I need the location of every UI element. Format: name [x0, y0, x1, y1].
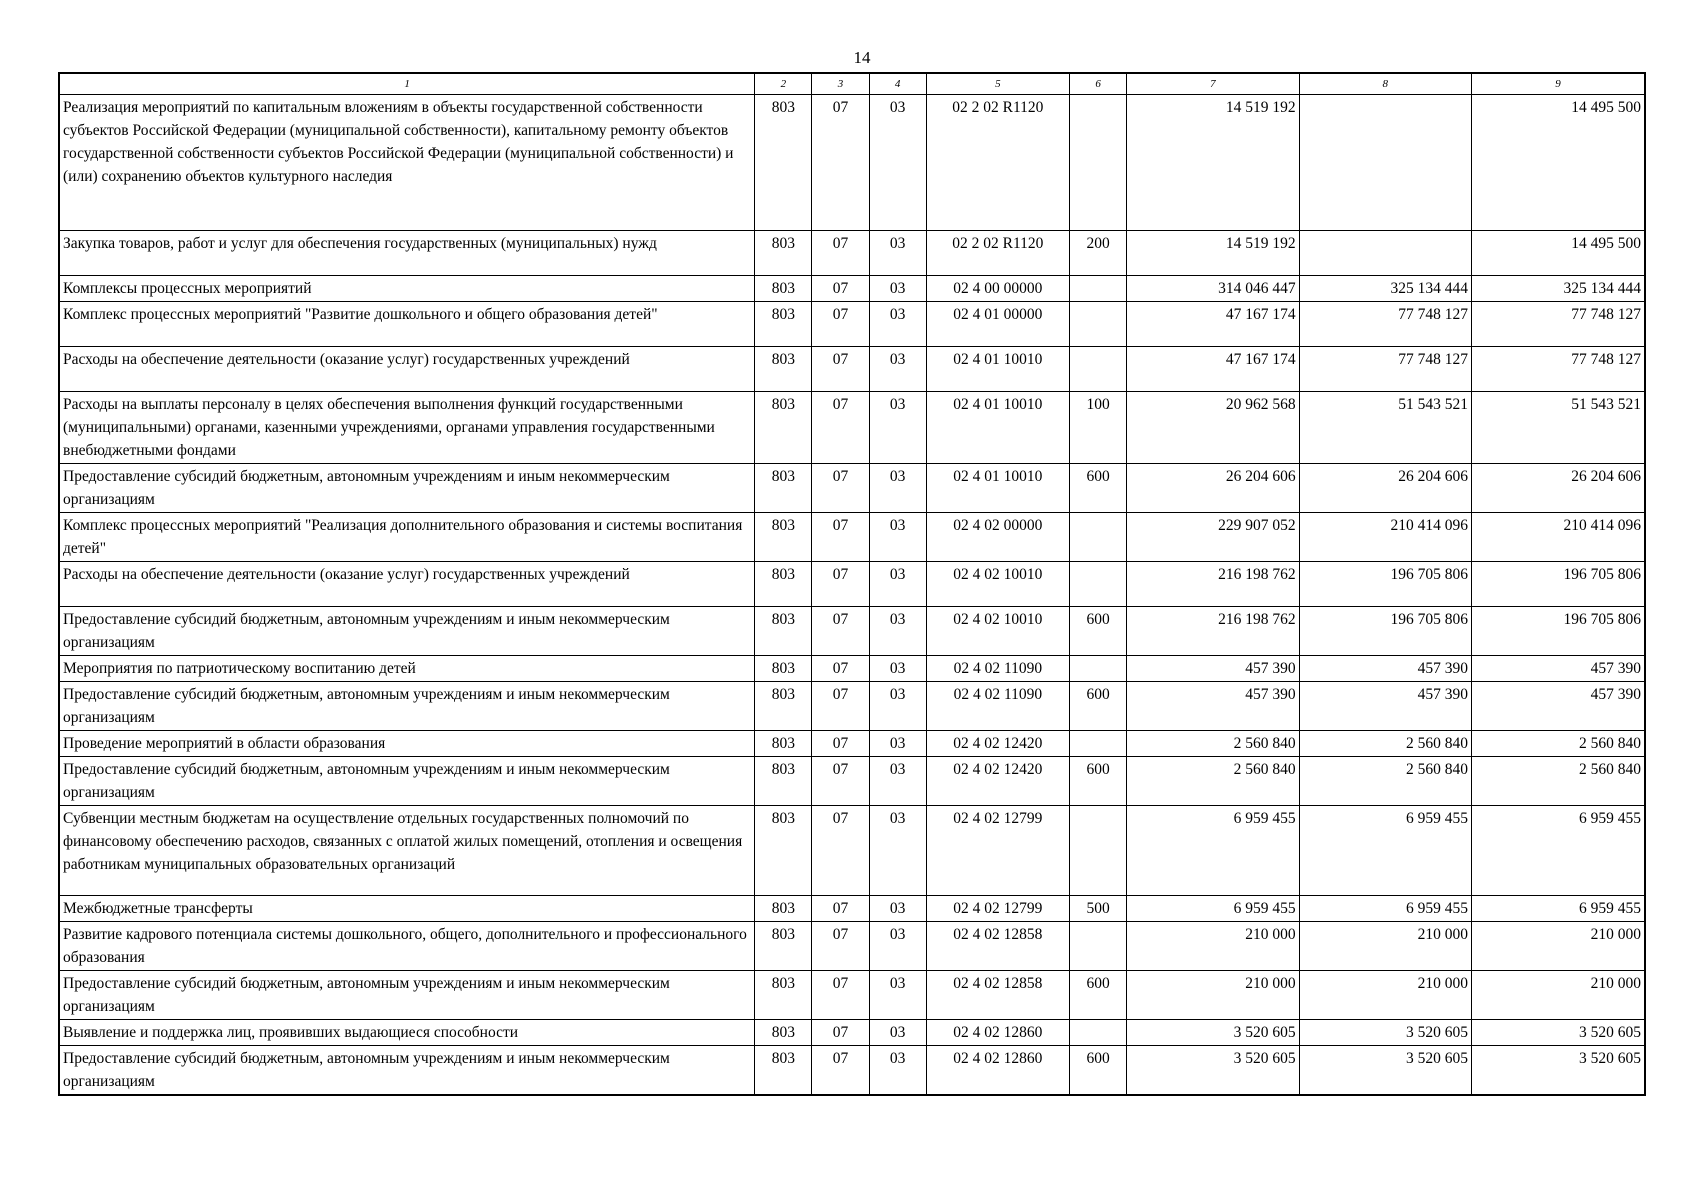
cell-col5: 02 4 02 12860: [926, 1020, 1069, 1046]
cell-col3: 07: [812, 896, 869, 922]
row-name: Предоставление субсидий бюджетным, автономным учреждениям и иным некоммерческим организациям: [59, 971, 755, 1020]
cell-col4: 03: [869, 731, 926, 757]
cell-col7: 229 907 052: [1127, 513, 1299, 562]
column-header: 3: [812, 73, 869, 95]
column-header: 4: [869, 73, 926, 95]
cell-col6: [1070, 347, 1127, 392]
cell-col8: 77 748 127: [1299, 302, 1471, 347]
cell-col8: 457 390: [1299, 656, 1471, 682]
row-name: Предоставление субсидий бюджетным, автономным учреждениям и иным некоммерческим организациям: [59, 682, 755, 731]
cell-col2: 803: [755, 806, 812, 896]
cell-col8: 26 204 606: [1299, 464, 1471, 513]
cell-col5: 02 4 02 10010: [926, 562, 1069, 607]
cell-col6: [1070, 562, 1127, 607]
cell-col2: 803: [755, 971, 812, 1020]
cell-col3: 07: [812, 971, 869, 1020]
cell-col5: 02 4 02 12799: [926, 806, 1069, 896]
cell-col9: 26 204 606: [1472, 464, 1645, 513]
cell-col3: 07: [812, 757, 869, 806]
cell-col7: 2 560 840: [1127, 731, 1299, 757]
table-row: [59, 896, 1645, 922]
table-row: [59, 731, 1645, 757]
cell-col4: 03: [869, 392, 926, 464]
cell-col3: 07: [812, 1020, 869, 1046]
table-row: [59, 682, 1645, 731]
cell-col7: 457 390: [1127, 682, 1299, 731]
cell-col9: 457 390: [1472, 682, 1645, 731]
cell-col9: 77 748 127: [1472, 347, 1645, 392]
table-row: [59, 922, 1645, 971]
cell-col7: 47 167 174: [1127, 347, 1299, 392]
cell-col4: 03: [869, 347, 926, 392]
cell-col8: 210 000: [1299, 971, 1471, 1020]
row-name: Мероприятия по патриотическому воспитанию детей: [59, 656, 755, 682]
cell-col3: 07: [812, 656, 869, 682]
cell-col3: 07: [812, 513, 869, 562]
cell-col7: 216 198 762: [1127, 607, 1299, 656]
row-name: Реализация мероприятий по капитальным вложениям в объекты государственной собственности субъектов Российской Федерации (муниципальной собственности), капитальному ремонту объектов государственной собственности субъектов Российской Федерации (муниципальной собственности) и (или) сохранению объектов культурного наследия: [59, 95, 755, 231]
row-name: Предоставление субсидий бюджетным, автономным учреждениям и иным некоммерческим организациям: [59, 1046, 755, 1096]
cell-col7: 3 520 605: [1127, 1046, 1299, 1096]
cell-col6: [1070, 276, 1127, 302]
cell-col7: 3 520 605: [1127, 1020, 1299, 1046]
cell-col5: 02 4 02 10010: [926, 607, 1069, 656]
cell-col3: 07: [812, 731, 869, 757]
cell-col6: [1070, 922, 1127, 971]
cell-col6: [1070, 806, 1127, 896]
cell-col6: 600: [1070, 971, 1127, 1020]
cell-col2: 803: [755, 392, 812, 464]
row-name: Предоставление субсидий бюджетным, автономным учреждениям и иным некоммерческим организациям: [59, 607, 755, 656]
cell-col2: 803: [755, 231, 812, 276]
cell-col7: 14 519 192: [1127, 231, 1299, 276]
cell-col2: 803: [755, 682, 812, 731]
cell-col9: 14 495 500: [1472, 231, 1645, 276]
cell-col9: 3 520 605: [1472, 1020, 1645, 1046]
cell-col8: 457 390: [1299, 682, 1471, 731]
row-name: Межбюджетные трансферты: [59, 896, 755, 922]
table-row: [59, 656, 1645, 682]
cell-col4: 03: [869, 682, 926, 731]
cell-col3: 07: [812, 276, 869, 302]
cell-col7: 457 390: [1127, 656, 1299, 682]
cell-col4: 03: [869, 896, 926, 922]
cell-col9: 210 000: [1472, 971, 1645, 1020]
cell-col2: 803: [755, 347, 812, 392]
cell-col5: 02 4 02 12799: [926, 896, 1069, 922]
column-header: 7: [1127, 73, 1299, 95]
cell-col6: 600: [1070, 464, 1127, 513]
row-name: Расходы на выплаты персоналу в целях обеспечения выполнения функций государственными (муниципальными) органами, казенными учреждениями, органами управления государственными внебюджетными фондами: [59, 392, 755, 464]
cell-col7: 47 167 174: [1127, 302, 1299, 347]
cell-col9: 325 134 444: [1472, 276, 1645, 302]
cell-col7: 216 198 762: [1127, 562, 1299, 607]
table-row: [59, 392, 1645, 464]
cell-col5: 02 4 01 10010: [926, 347, 1069, 392]
table-row: [59, 276, 1645, 302]
cell-col5: 02 4 02 00000: [926, 513, 1069, 562]
cell-col6: 200: [1070, 231, 1127, 276]
cell-col9: 6 959 455: [1472, 806, 1645, 896]
column-header: 1: [59, 73, 755, 95]
cell-col6: [1070, 731, 1127, 757]
cell-col2: 803: [755, 276, 812, 302]
table-row: [59, 1020, 1645, 1046]
cell-col4: 03: [869, 971, 926, 1020]
cell-col5: 02 4 00 00000: [926, 276, 1069, 302]
cell-col4: 03: [869, 757, 926, 806]
cell-col5: 02 4 02 12858: [926, 922, 1069, 971]
column-header: 8: [1299, 73, 1471, 95]
cell-col6: [1070, 95, 1127, 231]
cell-col8: 77 748 127: [1299, 347, 1471, 392]
cell-col8: 6 959 455: [1299, 896, 1471, 922]
row-name: Проведение мероприятий в области образования: [59, 731, 755, 757]
cell-col2: 803: [755, 464, 812, 513]
cell-col9: 457 390: [1472, 656, 1645, 682]
cell-col7: 314 046 447: [1127, 276, 1299, 302]
cell-col4: 03: [869, 607, 926, 656]
cell-col7: 6 959 455: [1127, 806, 1299, 896]
cell-col8: 210 414 096: [1299, 513, 1471, 562]
cell-col2: 803: [755, 656, 812, 682]
cell-col4: 03: [869, 513, 926, 562]
cell-col7: 210 000: [1127, 922, 1299, 971]
cell-col5: 02 4 02 12420: [926, 757, 1069, 806]
cell-col4: 03: [869, 95, 926, 231]
column-number-row: [59, 73, 1645, 95]
cell-col8: 2 560 840: [1299, 757, 1471, 806]
cell-col3: 07: [812, 682, 869, 731]
cell-col8: [1299, 231, 1471, 276]
cell-col2: 803: [755, 731, 812, 757]
cell-col3: 07: [812, 347, 869, 392]
cell-col6: 500: [1070, 896, 1127, 922]
cell-col6: 600: [1070, 607, 1127, 656]
cell-col4: 03: [869, 806, 926, 896]
row-name: Предоставление субсидий бюджетным, автономным учреждениям и иным некоммерческим организациям: [59, 757, 755, 806]
cell-col2: 803: [755, 513, 812, 562]
cell-col4: 03: [869, 922, 926, 971]
cell-col3: 07: [812, 922, 869, 971]
cell-col2: 803: [755, 896, 812, 922]
cell-col8: 51 543 521: [1299, 392, 1471, 464]
cell-col4: 03: [869, 302, 926, 347]
table-row: [59, 806, 1645, 896]
row-name: Комплексы процессных мероприятий: [59, 276, 755, 302]
cell-col2: 803: [755, 95, 812, 231]
cell-col9: 196 705 806: [1472, 562, 1645, 607]
cell-col3: 07: [812, 562, 869, 607]
cell-col7: 210 000: [1127, 971, 1299, 1020]
table-row: [59, 1046, 1645, 1096]
cell-col9: 6 959 455: [1472, 896, 1645, 922]
cell-col8: 196 705 806: [1299, 607, 1471, 656]
cell-col6: [1070, 302, 1127, 347]
table-row: [59, 971, 1645, 1020]
cell-col8: [1299, 95, 1471, 231]
cell-col5: 02 4 02 11090: [926, 656, 1069, 682]
budget-table: [58, 72, 1646, 1096]
table-row: [59, 347, 1645, 392]
cell-col5: 02 4 01 10010: [926, 392, 1069, 464]
cell-col5: 02 4 01 10010: [926, 464, 1069, 513]
cell-col7: 6 959 455: [1127, 896, 1299, 922]
cell-col8: 196 705 806: [1299, 562, 1471, 607]
cell-col3: 07: [812, 231, 869, 276]
cell-col7: 14 519 192: [1127, 95, 1299, 231]
cell-col2: 803: [755, 607, 812, 656]
table-row: [59, 302, 1645, 347]
cell-col8: 210 000: [1299, 922, 1471, 971]
row-name: Развитие кадрового потенциала системы дошкольного, общего, дополнительного и профессионального образования: [59, 922, 755, 971]
cell-col9: 2 560 840: [1472, 731, 1645, 757]
cell-col6: 600: [1070, 682, 1127, 731]
cell-col9: 210 414 096: [1472, 513, 1645, 562]
cell-col5: 02 4 02 12420: [926, 731, 1069, 757]
cell-col4: 03: [869, 231, 926, 276]
column-header: 2: [755, 73, 812, 95]
cell-col4: 03: [869, 656, 926, 682]
cell-col2: 803: [755, 302, 812, 347]
cell-col6: 600: [1070, 757, 1127, 806]
cell-col9: 77 748 127: [1472, 302, 1645, 347]
cell-col5: 02 4 02 11090: [926, 682, 1069, 731]
table-row: [59, 464, 1645, 513]
cell-col9: 51 543 521: [1472, 392, 1645, 464]
cell-col6: [1070, 513, 1127, 562]
cell-col6: [1070, 1020, 1127, 1046]
cell-col4: 03: [869, 562, 926, 607]
row-name: Комплекс процессных мероприятий "Реализация дополнительного образования и системы воспитания детей": [59, 513, 755, 562]
table-row: [59, 607, 1645, 656]
cell-col7: 2 560 840: [1127, 757, 1299, 806]
cell-col8: 6 959 455: [1299, 806, 1471, 896]
cell-col8: 325 134 444: [1299, 276, 1471, 302]
cell-col6: [1070, 656, 1127, 682]
column-header: 9: [1472, 73, 1645, 95]
cell-col9: 14 495 500: [1472, 95, 1645, 231]
row-name: Предоставление субсидий бюджетным, автономным учреждениям и иным некоммерческим организациям: [59, 464, 755, 513]
row-name: Выявление и поддержка лиц, проявивших выдающиеся способности: [59, 1020, 755, 1046]
cell-col6: 600: [1070, 1046, 1127, 1096]
cell-col3: 07: [812, 806, 869, 896]
cell-col4: 03: [869, 276, 926, 302]
cell-col3: 07: [812, 464, 869, 513]
cell-col2: 803: [755, 562, 812, 607]
cell-col5: 02 4 02 12860: [926, 1046, 1069, 1096]
table-row: [59, 231, 1645, 276]
cell-col9: 3 520 605: [1472, 1046, 1645, 1096]
row-name: Комплекс процессных мероприятий "Развитие дошкольного и общего образования детей": [59, 302, 755, 347]
cell-col8: 3 520 605: [1299, 1046, 1471, 1096]
table-row: [59, 562, 1645, 607]
cell-col7: 20 962 568: [1127, 392, 1299, 464]
cell-col5: 02 4 01 00000: [926, 302, 1069, 347]
cell-col3: 07: [812, 1046, 869, 1096]
cell-col3: 07: [812, 607, 869, 656]
cell-col9: 196 705 806: [1472, 607, 1645, 656]
cell-col2: 803: [755, 1046, 812, 1096]
table-body: [59, 95, 1645, 1096]
cell-col8: 3 520 605: [1299, 1020, 1471, 1046]
cell-col9: 2 560 840: [1472, 757, 1645, 806]
cell-col2: 803: [755, 757, 812, 806]
table-row: [59, 513, 1645, 562]
row-name: Расходы на обеспечение деятельности (оказание услуг) государственных учреждений: [59, 347, 755, 392]
page-number: 14: [853, 48, 871, 67]
table-row: [59, 95, 1645, 231]
cell-col6: 100: [1070, 392, 1127, 464]
row-name: Закупка товаров, работ и услуг для обеспечения государственных (муниципальных) нужд: [59, 231, 755, 276]
table-row: [59, 757, 1645, 806]
cell-col9: 210 000: [1472, 922, 1645, 971]
cell-col7: 26 204 606: [1127, 464, 1299, 513]
cell-col8: 2 560 840: [1299, 731, 1471, 757]
table-header: [59, 73, 1645, 95]
cell-col3: 07: [812, 392, 869, 464]
cell-col2: 803: [755, 1020, 812, 1046]
cell-col4: 03: [869, 1020, 926, 1046]
cell-col3: 07: [812, 302, 869, 347]
row-name: Расходы на обеспечение деятельности (оказание услуг) государственных учреждений: [59, 562, 755, 607]
cell-col3: 07: [812, 95, 869, 231]
cell-col5: 02 4 02 12858: [926, 971, 1069, 1020]
column-header: 6: [1070, 73, 1127, 95]
cell-col4: 03: [869, 464, 926, 513]
row-name: Субвенции местным бюджетам на осуществление отдельных государственных полномочий по финансовому обеспечению расходов, связанных с оплатой жилых помещений, отопления и освещения работникам муниципальных образовательных организаций: [59, 806, 755, 896]
column-header: 5: [926, 73, 1069, 95]
cell-col2: 803: [755, 922, 812, 971]
cell-col4: 03: [869, 1046, 926, 1096]
cell-col5: 02 2 02 R1120: [926, 231, 1069, 276]
cell-col5: 02 2 02 R1120: [926, 95, 1069, 231]
